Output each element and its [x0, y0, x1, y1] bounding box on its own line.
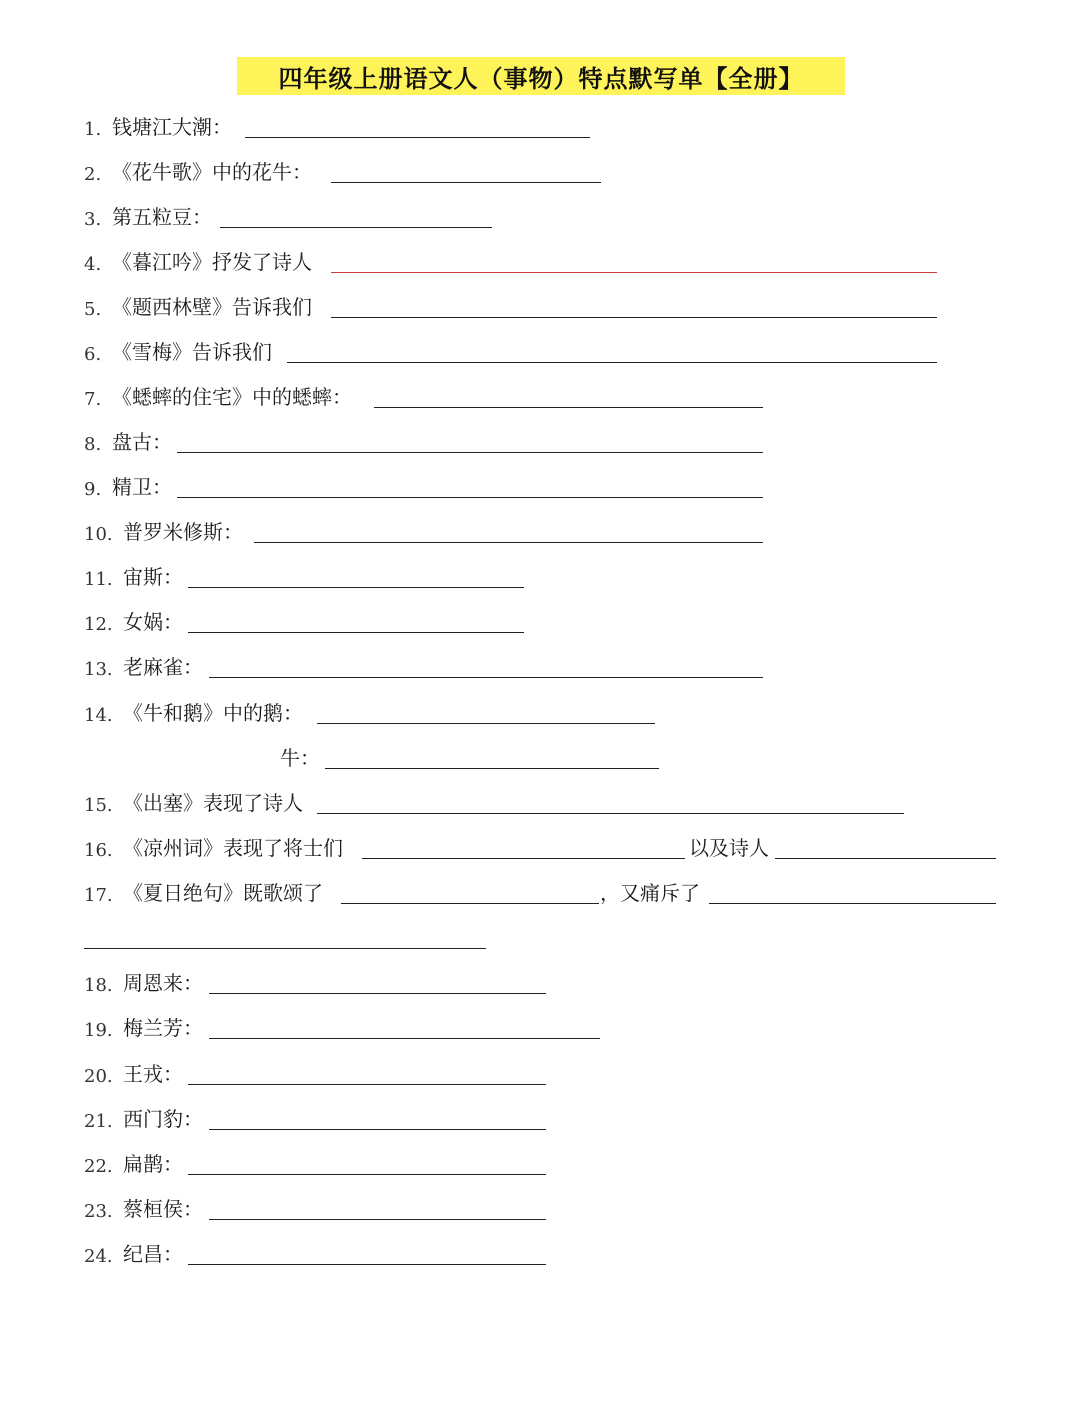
answer-blank[interactable]	[317, 723, 655, 724]
answer-blank[interactable]	[331, 182, 601, 183]
item-number: 22.	[84, 1156, 113, 1177]
list-item	[0, 515, 1080, 549]
item-number: 20.	[84, 1066, 113, 1087]
list-item	[0, 200, 1080, 234]
item-label: 《出塞》表现了诗人	[123, 791, 303, 815]
list-item	[0, 245, 1080, 279]
item-number: 10.	[84, 524, 113, 545]
list-item	[0, 560, 1080, 594]
answer-blank[interactable]	[220, 227, 492, 228]
list-item	[0, 831, 1080, 865]
answer-blank[interactable]	[209, 1038, 600, 1039]
list-item	[0, 1057, 1080, 1091]
item-label: 《牛和鹅》中的鹅：	[123, 701, 303, 725]
item-number: 9.	[84, 479, 102, 500]
item-label: 《蟋蟀的住宅》中的蟋蟀：	[112, 385, 352, 409]
answer-blank[interactable]	[209, 677, 763, 678]
item-number: 15.	[84, 795, 113, 816]
item-label: 精卫：	[112, 475, 172, 499]
answer-blank[interactable]	[317, 813, 904, 814]
answer-blank[interactable]	[287, 362, 937, 363]
item-number: 16.	[84, 840, 113, 861]
item-number: 5.	[84, 299, 102, 320]
list-item	[0, 1147, 1080, 1181]
item-number: 11.	[84, 569, 113, 590]
item-number: 2.	[84, 164, 102, 185]
answer-blank[interactable]	[362, 858, 685, 859]
answer-blank[interactable]	[341, 903, 599, 904]
answer-blank[interactable]	[325, 768, 659, 769]
item-label: 梅兰芳：	[123, 1016, 203, 1040]
answer-blank[interactable]	[84, 948, 486, 949]
list-item	[0, 110, 1080, 144]
item-label: 《暮江吟》抒发了诗人	[112, 250, 312, 274]
answer-blank[interactable]	[209, 1129, 546, 1130]
answer-blank[interactable]	[209, 993, 546, 994]
item-number: 23.	[84, 1201, 113, 1222]
item-label: 普罗米修斯：	[123, 520, 243, 544]
item-number: 4.	[84, 254, 102, 275]
list-item	[0, 966, 1080, 1000]
item-label: 《夏日绝句》既歌颂了	[123, 881, 323, 905]
item-label: 宙斯：	[123, 565, 183, 589]
item-label: 《凉州词》表现了将士们	[123, 836, 343, 860]
list-item	[0, 290, 1080, 324]
list-item	[0, 786, 1080, 820]
answer-blank[interactable]	[188, 587, 524, 588]
answer-blank[interactable]	[709, 903, 996, 904]
item-label: 《题西林壁》告诉我们	[112, 295, 312, 319]
item-number: 13.	[84, 659, 113, 680]
answer-blank[interactable]	[254, 542, 763, 543]
answer-blank[interactable]	[209, 1219, 546, 1220]
item-number: 14.	[84, 705, 113, 726]
item-label: 女娲：	[123, 610, 183, 634]
item-label: 第五粒豆：	[112, 205, 212, 229]
list-item	[0, 380, 1080, 414]
item-label: 盘古：	[112, 430, 172, 454]
item-label: 《花牛歌》中的花牛：	[112, 160, 312, 184]
answer-blank[interactable]	[188, 1174, 546, 1175]
answer-blank[interactable]	[188, 1264, 546, 1265]
item-mid-label: ，又痛斥了	[600, 881, 700, 905]
item-number: 17.	[84, 885, 113, 906]
answer-blank[interactable]	[177, 497, 763, 498]
item-label: 钱塘江大潮：	[112, 115, 232, 139]
list-item	[0, 605, 1080, 639]
item-number: 12.	[84, 614, 113, 635]
list-item	[0, 1192, 1080, 1226]
answer-blank[interactable]	[188, 1084, 546, 1085]
item-label: 西门豹：	[123, 1107, 203, 1131]
item-label: 《雪梅》告诉我们	[112, 340, 272, 364]
answer-blank[interactable]	[188, 632, 524, 633]
answer-blank[interactable]	[374, 407, 763, 408]
answer-blank[interactable]	[245, 137, 590, 138]
list-item	[0, 425, 1080, 459]
answer-blank[interactable]	[331, 317, 937, 318]
item-number: 18.	[84, 975, 113, 996]
list-item	[0, 1102, 1080, 1136]
item-number: 21.	[84, 1111, 113, 1132]
list-item	[0, 335, 1080, 369]
list-item	[0, 155, 1080, 189]
list-item	[0, 470, 1080, 504]
item-label: 王戎：	[123, 1062, 183, 1086]
item-label: 蔡桓侯：	[123, 1197, 203, 1221]
list-item	[0, 876, 1080, 910]
item-sub-label: 牛：	[280, 746, 320, 770]
answer-blank[interactable]	[775, 858, 996, 859]
item-number: 24.	[84, 1246, 113, 1267]
item-label: 周恩来：	[123, 971, 203, 995]
item-number: 3.	[84, 209, 102, 230]
answer-blank[interactable]	[331, 272, 937, 273]
list-item	[0, 696, 1080, 730]
item-number: 8.	[84, 434, 102, 455]
item-number: 6.	[84, 344, 102, 365]
list-item	[0, 921, 1080, 955]
item-mid-label: 以及诗人	[689, 836, 769, 860]
worksheet-title: 四年级上册语文人（事物）特点默写单【全册】	[237, 57, 845, 95]
item-number: 19.	[84, 1020, 113, 1041]
item-label: 老麻雀：	[123, 655, 203, 679]
list-item	[0, 1237, 1080, 1271]
list-item	[0, 1011, 1080, 1045]
list-item	[0, 741, 1080, 775]
answer-blank[interactable]	[177, 452, 763, 453]
item-number: 1.	[84, 119, 102, 140]
item-label: 纪昌：	[123, 1242, 183, 1266]
item-label: 扁鹊：	[123, 1152, 183, 1176]
item-number: 7.	[84, 389, 102, 410]
list-item	[0, 650, 1080, 684]
